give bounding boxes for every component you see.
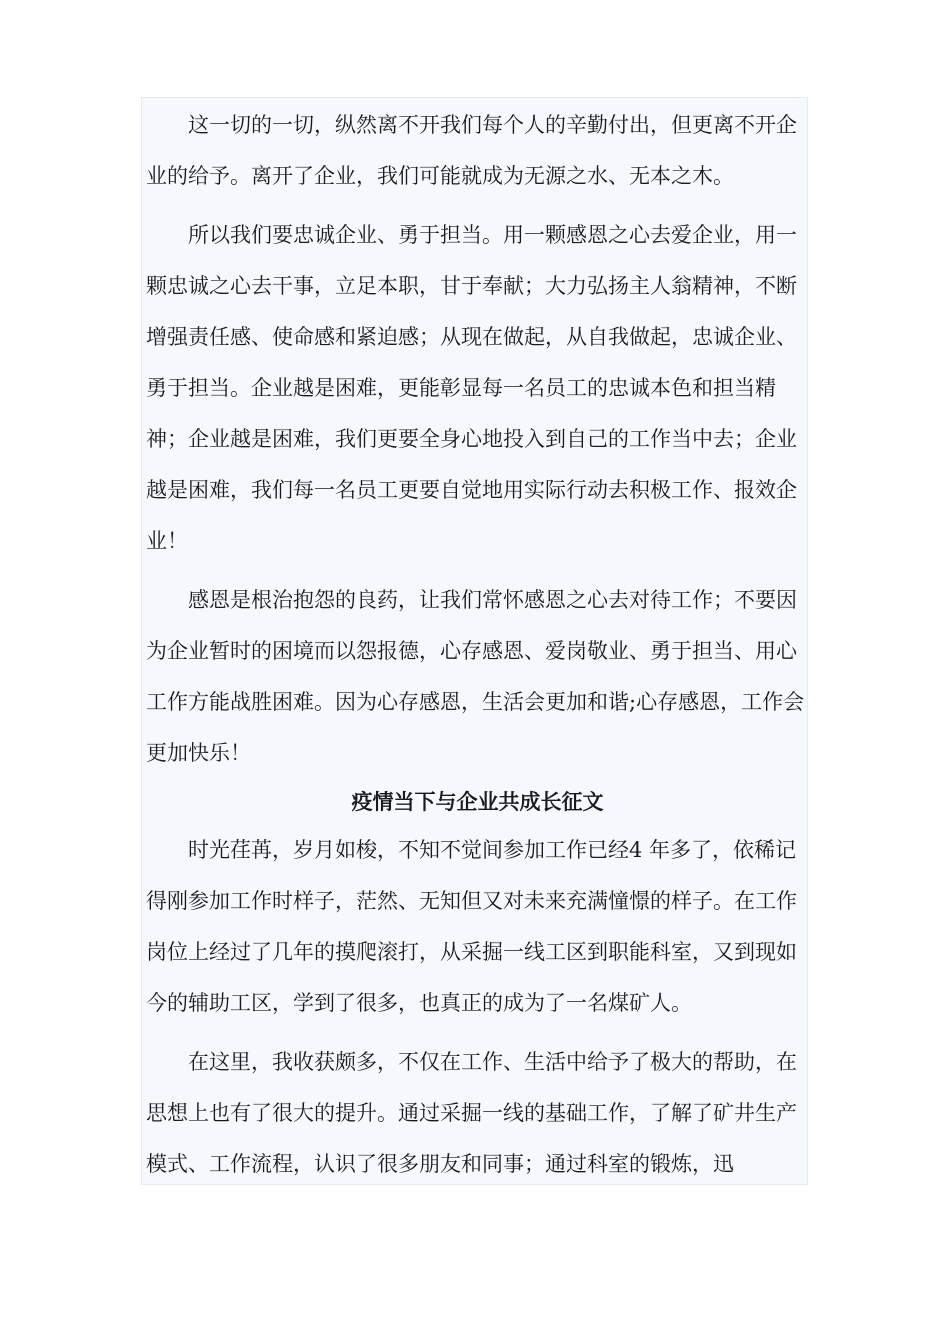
paragraph-3: 感恩是根治抱怨的良药，让我们常怀感恩之心去对待工作；不要因为企业暂时的困境而以怨报德，心存感恩、爱岗敬业、勇于担当、用心工作方能战胜困难。因为心存感恩，生活会更加和谐;心存感恩，工作会更加快乐！ <box>146 588 805 765</box>
document-page <box>141 97 808 1185</box>
paragraph-1: 这一切的一切，纵然离不开我们每个人的辛勤付出，但更离不开企业的给予。离开了企业，我们可能就成为无源之水、无本之木。 <box>146 113 797 188</box>
paragraph-2: 所以我们要忠诚企业、勇于担当。用一颗感恩之心去爱企业，用一颗忠诚之心去干事，立足本职，甘于奉献；大力弘扬主人翁精神，不断增强责任感、使命感和紧迫感；从现在做起，从自我做起，忠诚企业、勇于担当。企业越是困难，更能彰显每一名员工的忠诚本色和担当精神；企业越是困难，我们更要全身心地投入到自己的工作当中去；企业越是困难，我们每一名员工更要自觉地用实际行动去积极工作、报效企业！ <box>146 223 797 553</box>
document-body <box>146 100 808 1185</box>
paragraph-5: 在这里，我收获颇多，不仅在工作、生活中给予了极大的帮助，在思想上也有了很大的提升。通过采掘一线的基础工作，了解了矿井生产模式、工作流程，认识了很多朋友和同事；通过科室的锻炼，迅 <box>146 1050 797 1176</box>
section-heading: 疫情当下与企业共成长征文 <box>351 789 604 814</box>
paragraph-4: 时光荏苒，岁月如梭，不知不觉间参加工作已经4 年多了，依稀记得刚参加工作时样子，茫然、无知但又对未来充满憧憬的样子。在工作岗位上经过了几年的摸爬滚打，从采掘一线工区到职能科室，又到现如今的辅助工区，学到了很多，也真正的成为了一名煤矿人。 <box>146 838 797 1015</box>
